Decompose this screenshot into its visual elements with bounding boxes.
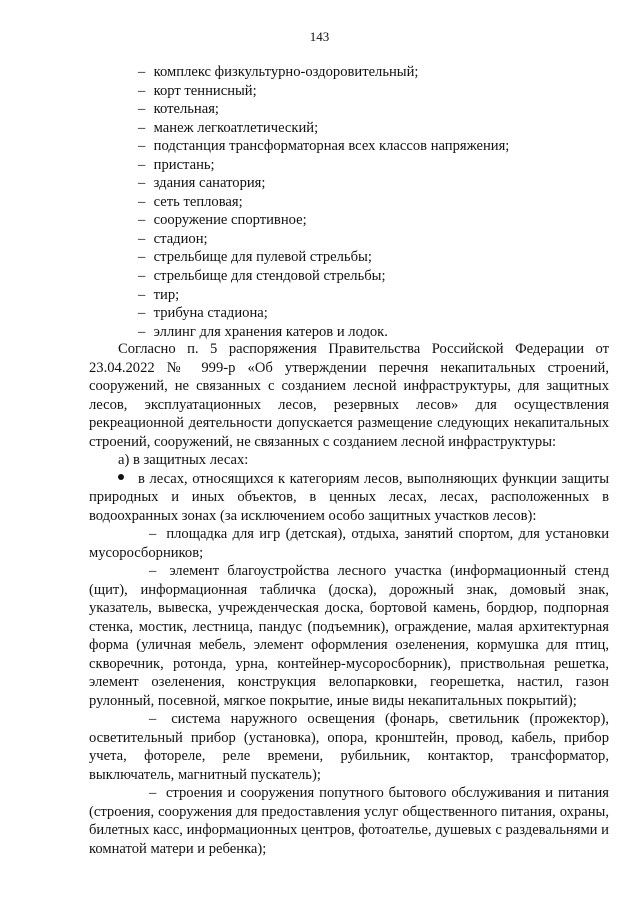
subsection-a-heading: а) в защитных лесах: bbox=[118, 452, 249, 468]
dash-marker: – bbox=[138, 212, 146, 229]
dash-marker: – bbox=[138, 82, 146, 99]
dash-marker: – bbox=[138, 286, 146, 303]
list-item bbox=[138, 286, 598, 305]
list-item-text: котельная; bbox=[153, 101, 219, 118]
dash-marker: – bbox=[149, 563, 157, 579]
item-playground bbox=[89, 525, 609, 562]
dash-marker: – bbox=[138, 138, 146, 155]
dash-marker: – bbox=[138, 323, 146, 340]
dash-marker: – bbox=[138, 249, 146, 266]
list-item bbox=[138, 193, 598, 212]
dash-marker: – bbox=[138, 193, 146, 210]
dash-marker: – bbox=[138, 268, 146, 285]
list-item-text: стрельбище для стендовой стрельбы; bbox=[153, 268, 386, 285]
dash-marker: – bbox=[138, 175, 146, 192]
page-number: 143 bbox=[309, 29, 330, 44]
list-item bbox=[138, 119, 598, 138]
dash-marker: – bbox=[149, 711, 157, 727]
list-item bbox=[138, 304, 598, 323]
list-item-text: здания санатория; bbox=[153, 175, 266, 192]
list-item-text: тир; bbox=[153, 286, 180, 303]
dash-marker: – bbox=[138, 156, 146, 173]
list-item-text: сеть тепловая; bbox=[153, 193, 243, 210]
dash-marker: – bbox=[138, 230, 146, 247]
document-body bbox=[89, 340, 609, 858]
item-outdoor-lighting bbox=[89, 710, 609, 784]
dash-marker: – bbox=[138, 64, 146, 80]
item-text: система наружного освещения (фонарь, светильник (прожектор), осветительный прибор (установка), опора, кронштейн, провод, кабель, прибор учета, фотореле, реле времени, рубильник, контактор, трансформатор, выключатель, магнитный пускатель); bbox=[89, 711, 609, 783]
list-item-text: пристань; bbox=[153, 156, 215, 173]
intro-paragraph: Согласно п. 5 распоряжения Правительства Российской Федерации от 23.04.2022 № 999-р «Об утверждении перечня некапитальных строений, сооружений, не связанных с созданием лесной инфраструктуры, для защитных лесов, эксплуатационных лесов, резервных лесов» для осуществления рекреационной деятельности допускается размещение следующих некапитальных строений, сооружений, не связанных с созданием лесной инфраструктуры: bbox=[89, 341, 609, 450]
list-item bbox=[138, 63, 598, 82]
bullet-icon bbox=[118, 470, 138, 489]
list-item bbox=[138, 82, 598, 101]
list-item bbox=[138, 100, 598, 119]
list-item bbox=[138, 174, 598, 193]
list-item-text: стадион; bbox=[153, 230, 208, 247]
list-item bbox=[138, 230, 598, 249]
dash-marker: – bbox=[149, 526, 157, 542]
item-text: строения и сооружения попутного бытового обслуживания и питания (строения, сооружения для предоставления услуг общественного питания, охраны, билетных касс, информационных центров, фотоателье, душевых с раздевальнями и комнатой матери и ребенка); bbox=[89, 785, 609, 857]
list-item-text: сооружение спортивное; bbox=[153, 212, 307, 229]
list-item bbox=[138, 323, 598, 342]
list-item-text: эллинг для хранения катеров и лодок. bbox=[153, 323, 388, 340]
dash-marker: – bbox=[149, 785, 157, 801]
list-item-text: трибуна стадиона; bbox=[153, 305, 268, 322]
dash-marker: – bbox=[138, 305, 146, 322]
item-service-buildings bbox=[89, 784, 609, 858]
dash-marker: – bbox=[138, 101, 146, 118]
list-item-text: стрельбище для пулевой стрельбы; bbox=[153, 249, 372, 266]
item-text: площадка для игр (детская), отдыха, занятий спортом, для установки мусоросборников; bbox=[89, 526, 610, 561]
list-item bbox=[138, 248, 598, 267]
list-item-text: манеж легкоатлетический; bbox=[153, 119, 319, 136]
list-item bbox=[138, 137, 598, 156]
item-text: элемент благоустройства лесного участка (информационный стенд (щит), информационная табличка (доска), дорожный знак, домовый знак, указатель, вывеска, учрежденческая доска, бортовой камень, бордюр, подпорная стенка, мостик, лестница, пандус (подъемник), ограждение, малая архитектурная форма (уличная мебель, элемент оформления озеленения, кормушка для птиц, скворечник, ротонда, урна, контейнер-мусоросборник), приствольная решетка, элемент озеленения, конструкция велопарковки, георешетка, настил, газон рулонный, посевной, мягкое покрытие, иные виды некапитальных покрытий); bbox=[89, 563, 610, 709]
dash-marker: – bbox=[138, 119, 146, 136]
bullet-paragraph-text: в лесах, относящихся к категориям лесов, выполняющих функции защиты природных и иных объектов, в ценных лесах, лесах, расположенных в водоохранных зонах (за исключением особо защитных участков лесов): bbox=[89, 470, 609, 524]
list-item bbox=[138, 156, 598, 175]
bullet-paragraph bbox=[89, 470, 609, 526]
structures-dash-list bbox=[138, 63, 598, 341]
list-item-text: корт теннисный; bbox=[153, 82, 257, 99]
list-item bbox=[138, 267, 598, 286]
item-landscaping-element bbox=[89, 562, 609, 710]
list-item-text: подстанция трансформаторная всех классов напряжения; bbox=[153, 138, 510, 155]
list-item bbox=[138, 211, 598, 230]
list-item-text: комплекс физкультурно-оздоровительный; bbox=[153, 64, 419, 80]
